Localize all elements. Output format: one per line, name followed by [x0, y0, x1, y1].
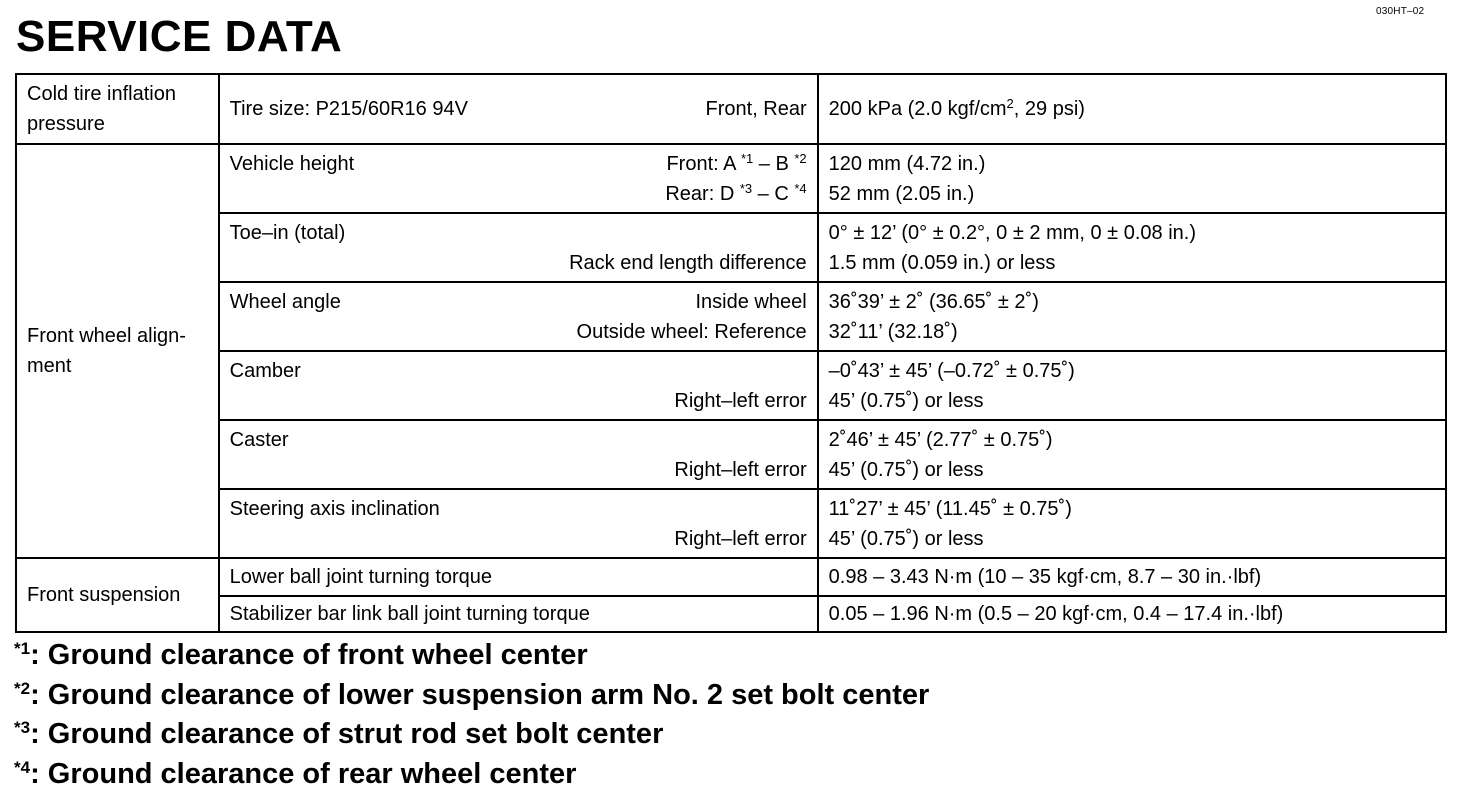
footnote-ref: *4 [794, 180, 807, 196]
item-line [230, 218, 807, 248]
footnote-text: : Ground clearance of front wheel center [30, 639, 588, 671]
footnote-text: : Ground clearance of lower suspension arm No. 2 set bolt center [30, 678, 930, 711]
table-row-camber [16, 351, 1446, 420]
footnote-mark: *2 [14, 678, 31, 698]
value-text: 45’ (0.75˚) or less [828, 389, 984, 412]
footnote-ref: *2 [794, 150, 807, 166]
category-label: Front wheel align- ment [27, 325, 186, 377]
category-label: Front suspension [27, 584, 181, 606]
category-label: Cold tire inflation pressure [27, 83, 176, 135]
value-cell-toe [818, 213, 1446, 282]
footnotes [14, 636, 929, 794]
superscript: 2 [1006, 96, 1014, 111]
value-cell-steering [818, 489, 1446, 558]
item-sub-label: Rack end length difference [569, 251, 807, 274]
item-line [230, 494, 807, 524]
table-row-vehicle-height [16, 144, 1446, 213]
value-text: 2˚46’ ± 45’ (2.77˚ ± 0.75˚) [828, 428, 1053, 451]
value-text: 1.5 mm (0.059 in.) or less [828, 251, 1056, 274]
item-sub-label: Outside wheel: Reference [576, 320, 807, 343]
footnote-mark: *1 [14, 639, 31, 658]
value-text: 52 mm (2.05 in.) [828, 182, 975, 205]
item-subline [230, 179, 807, 209]
value-text: 0° ± 12’ (0° ± 0.2°, 0 ± 2 mm, 0 ± 0.08 in.) [828, 221, 1196, 244]
footnote [14, 715, 929, 755]
item-cell-tire [219, 74, 818, 144]
value-cell-stabilizer [818, 596, 1446, 632]
item-cell-height [219, 144, 818, 213]
item-subline [230, 455, 807, 485]
item-label: Vehicle height [229, 152, 355, 175]
item-subline [230, 386, 807, 416]
footnote [14, 676, 929, 716]
item-subline [230, 248, 807, 278]
item-subline [230, 524, 807, 554]
value-text: 11˚27’ ± 45’ (11.45˚ ± 0.75˚) [828, 497, 1072, 520]
item-cell-caster [219, 420, 818, 489]
item-cell-toe [219, 213, 818, 282]
footnote-text: : Ground clearance of strut rod set bolt center [30, 718, 664, 750]
footnote-text: : Ground clearance of rear wheel center [30, 757, 577, 790]
page-title: SERVICE DATA [16, 12, 343, 61]
item-label: Lower ball joint turning torque [229, 566, 493, 588]
item-cell-steering [219, 489, 818, 558]
item-qualifier-front [666, 149, 806, 179]
table-row-caster [16, 420, 1446, 489]
value-text: –0˚43’ ± 45’ (–0.72˚ ± 0.75˚) [828, 359, 1075, 382]
value-cell-tire [818, 74, 1446, 144]
item-qualifier-rear [665, 179, 806, 209]
item-sub-label: Right–left error [674, 389, 807, 412]
table-row-wheel-angle [16, 282, 1446, 351]
item-label: Caster [229, 428, 289, 451]
item-line [230, 425, 807, 455]
service-data-table [15, 73, 1447, 633]
item-line [230, 94, 807, 124]
value-text: 200 kPa (2.0 kgf/cm [828, 98, 1007, 120]
item-line [230, 287, 807, 317]
value-text: 45’ (0.75˚) or less [828, 458, 984, 481]
document-code: 030HT–02 [1376, 6, 1425, 17]
table-row-toe-in [16, 213, 1446, 282]
item-label: Stabilizer bar link ball joint turning torque [229, 603, 590, 625]
item-label: Wheel angle [229, 290, 341, 313]
item-line [230, 599, 807, 629]
footnote [14, 636, 929, 676]
footnote-mark: *4 [14, 757, 31, 777]
item-qualifier: Inside wheel [695, 290, 807, 313]
category-cell-suspension [16, 558, 219, 632]
item-qualifier: Front, Rear [705, 98, 807, 120]
item-label: Camber [229, 359, 301, 382]
value-text: , 29 psi) [1013, 98, 1085, 120]
value-text: 0.98 – 3.43 N·m (10 – 35 kgf·cm, 8.7 – 30 in.·lbf) [828, 566, 1262, 588]
category-cell-alignment [16, 144, 219, 558]
table-row-tire-pressure [16, 74, 1446, 144]
footnote-mark: *3 [14, 718, 31, 737]
value-cell-caster [818, 420, 1446, 489]
footnote-ref: *3 [739, 180, 753, 196]
item-label: Toe–in (total) [229, 221, 346, 244]
value-text: 0.05 – 1.96 N·m (0.5 – 20 kgf·cm, 0.4 – 17.4 in.·lbf) [828, 603, 1284, 625]
table-row-stabilizer [16, 596, 1446, 632]
qualifier-text: – B [753, 152, 795, 175]
value-cell-lower-ball [818, 558, 1446, 596]
item-label: Tire size: P215/60R16 94V [229, 98, 468, 120]
item-sub-label: Right–left error [674, 527, 807, 550]
item-label: Steering axis inclination [229, 497, 440, 520]
item-cell-camber [219, 351, 818, 420]
item-line [230, 149, 807, 179]
qualifier-text: – C [752, 182, 795, 205]
qualifier-text: Rear: D [665, 182, 740, 205]
value-text: 120 mm (4.72 in.) [828, 152, 986, 175]
value-cell-wheel-angle [818, 282, 1446, 351]
value-cell-camber [818, 351, 1446, 420]
item-sub-label: Right–left error [674, 458, 807, 481]
qualifier-text: Front: A [666, 152, 741, 175]
item-subline [230, 317, 807, 347]
item-cell-lower-ball [219, 558, 818, 596]
category-cell-tire [16, 74, 219, 144]
value-line [829, 94, 1435, 124]
item-line [230, 562, 807, 592]
table-row-steering-axis [16, 489, 1446, 558]
footnote [14, 755, 929, 795]
value-text: 32˚11’ (32.18˚) [828, 320, 958, 343]
footnote-ref: *1 [740, 150, 754, 166]
value-text: 45’ (0.75˚) or less [828, 527, 984, 550]
table-row-lower-ball-joint [16, 558, 1446, 596]
item-cell-stabilizer [219, 596, 818, 632]
value-text: 36˚39’ ± 2˚ (36.65˚ ± 2˚) [828, 290, 1039, 313]
item-cell-wheel-angle [219, 282, 818, 351]
item-line [230, 356, 807, 386]
value-cell-height [818, 144, 1446, 213]
